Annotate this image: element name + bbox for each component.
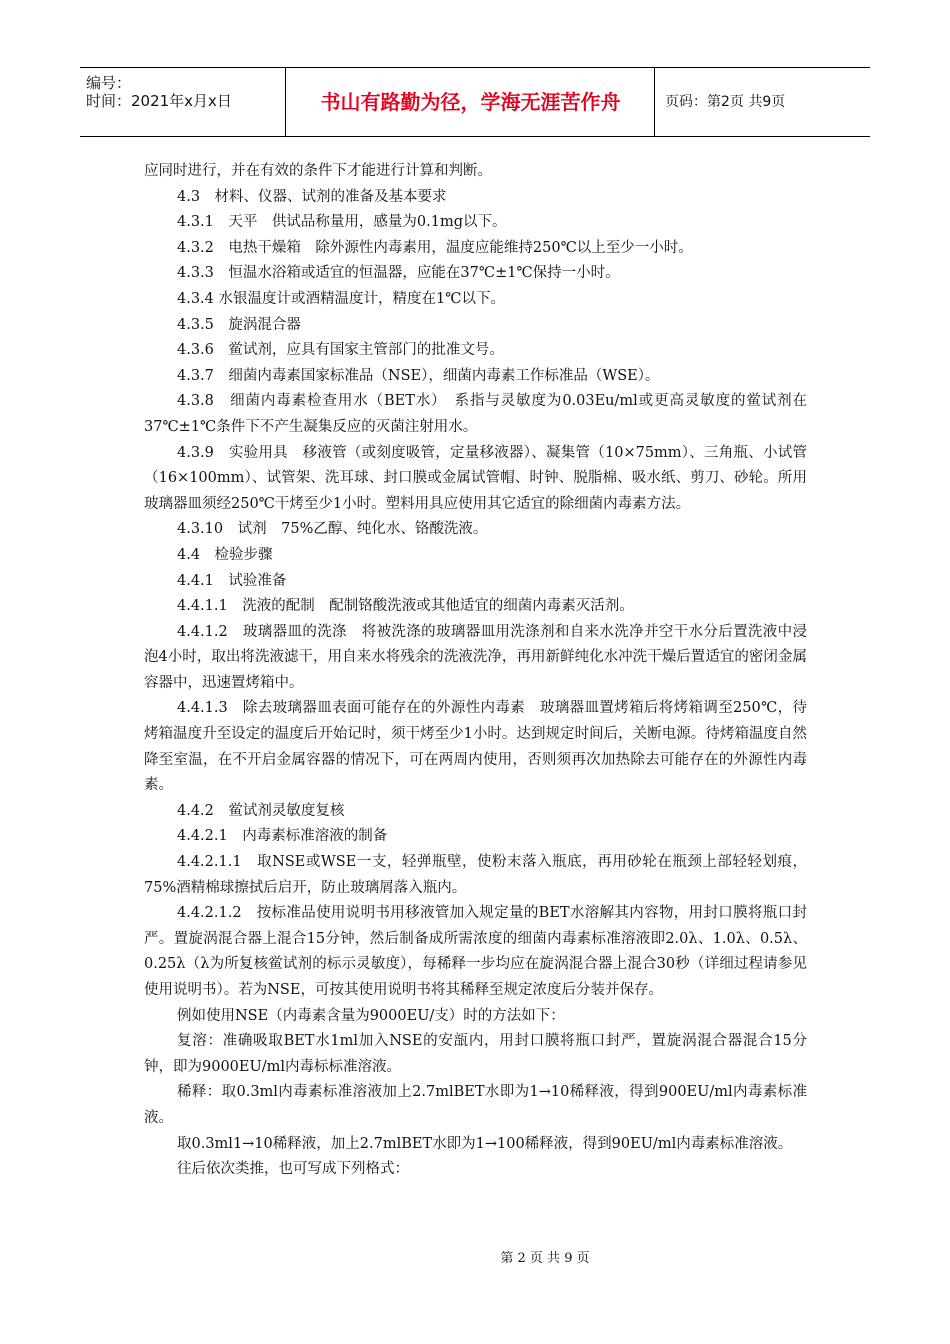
paragraph: 4.4.1 试验准备 — [177, 572, 287, 589]
paragraph: 4.3.1 天平 供试品称量用，感量为0.1mg以下。 — [177, 214, 507, 231]
paragraph: 4.4.1.3 除去玻璃器皿表面可能存在的外源性内毒素 玻璃器皿置烤箱后将烤箱调至250℃，待烤箱温度升至设定的温度后开始记时，须干烤至少1小时。达到规定时间后，关断电源。待烤箱温度自然降至室温，在不开启金属容器的情况下，可在两周内使用，否则须再次加热除去可能存在的外源性内毒素。 — [144, 700, 807, 794]
header-meta — [80, 68, 285, 136]
paragraph: 取0.3ml1→10稀释液，加上2.7mlBET水即为1→100稀释液，得到90EU/ml内毒素标准溶液。 — [177, 1135, 793, 1152]
header-divider — [285, 68, 286, 136]
paragraph: 稀释：取0.3ml内毒素标准溶液加上2.7mlBET水即为1→10稀释液，得到900EU/ml内毒素标准液。 — [144, 1084, 807, 1126]
paragraph: 4.4.1.1 洗液的配制 配制铬酸洗液或其他适宜的细菌内毒素灭活剂。 — [177, 598, 634, 615]
paragraph: 4.4.2.1.2 按标准品使用说明书用移液管加入规定量的BET水溶解其内容物，用封口膜将瓶口封严。置旋涡混合器上混合15分钟，然后制备成所需浓度的细菌内毒素标准溶液即2.0λ、1.0λ、0.5λ、0.25λ（λ为所复核鲎试剂的标示灵敏度），每稀释一步均应在旋涡混合器上混合30秒（详细过程请参见使用说明书）。若为NSE，可按其使用说明书将其稀释至规定浓度后分装并保存。 — [144, 905, 807, 998]
paragraph: 4.3.2 电热干燥箱 除外源性内毒素用，温度应能维持250℃以上至少一小时。 — [177, 239, 693, 256]
paragraph: 往后依次类推，也可写成下列格式： — [177, 1161, 409, 1178]
paragraph: 4.3.4 水银温度计或酒精温度计，精度在1℃以下。 — [177, 290, 505, 307]
page-footer — [0, 1247, 950, 1266]
header-motto: 书山有路勤为径，学海无涯苦作舟 — [320, 90, 621, 114]
document-header — [80, 67, 870, 137]
header-page-info: 页码：第2页 共9页 — [665, 94, 786, 110]
paragraph: 4.3 材料、仪器、试剂的准备及基本要求 — [177, 188, 447, 205]
paragraph: 4.3.8 细菌内毒素检查用水（BET水） 系指与灵敏度为0.03Eu/ml或更高灵敏度的鲎试剂在37℃±1℃条件下不产生凝集反应的灭菌注射用水。 — [144, 393, 807, 435]
paragraph: 4.3.9 实验用具 移液管（或刻度吸管，定量移液器）、凝集管（10×75mm）、三角瓶、小试管（16×100mm）、试管架、洗耳球、封口膜或金属试管帽、时钟、脱脂棉、吸水纸、剪刀、砂轮。所用玻璃器皿须经250℃干烤至少1小时。塑料用具应使用其它适宜的除细菌内毒素方法。 — [144, 444, 807, 512]
number-label: 编号： — [86, 74, 132, 92]
paragraph: 应同时进行，并在有效的条件下才能进行计算和判断。 — [144, 163, 492, 179]
time-label: 时间：2021年x月x日 — [86, 92, 232, 110]
paragraph: 4.4.1.2 玻璃器皿的洗涤 将被洗涤的玻璃器皿用洗涤剂和自来水洗净并空干水分后置洗液中浸泡4小时，取出将洗液滤干，用自来水将残余的洗液洗净，再用新鲜纯化水冲洗干燥后置适宜的密闭金属容器中，迅速置烤箱中。 — [144, 623, 807, 691]
paragraph: 4.4.2.1.1 取NSE或WSE一支，轻弹瓶壁，使粉末落入瓶底，再用砂轮在瓶颈上部轻轻划痕，75%酒精棉球擦拭后启开，防止玻璃屑落入瓶内。 — [144, 854, 807, 896]
paragraph: 4.4 检验步骤 — [177, 546, 273, 563]
footer-page-number: 第 2 页 共 9 页 — [500, 1251, 590, 1266]
paragraph: 4.3.5 旋涡混合器 — [177, 316, 301, 333]
paragraph: 4.3.6 鲎试剂，应具有国家主管部门的批准文号。 — [177, 342, 504, 359]
document-body — [144, 159, 807, 1183]
paragraph: 4.3.7 细菌内毒素国家标准品（NSE），细菌内毒素工作标准品（WSE）。 — [177, 367, 660, 384]
paragraph: 复溶：准确吸取BET水1ml加入NSE的安瓿内，用封口膜将瓶口封严，置旋涡混合器混合15分钟，即为9000EU/ml内毒标标准溶液。 — [144, 1033, 807, 1075]
paragraph: 4.3.3 恒温水浴箱或适宜的恒温器，应能在37℃±1℃保持一小时。 — [177, 265, 620, 282]
paragraph: 例如使用NSE（内毒素含量为9000EU/支）时的方法如下： — [177, 1007, 565, 1024]
header-divider — [654, 68, 655, 136]
paragraph: 4.4.2.1 内毒素标准溶液的制备 — [177, 828, 388, 845]
paragraph: 4.4.2 鲎试剂灵敏度复核 — [177, 802, 345, 819]
paragraph: 4.3.10 试剂 75%乙醇、纯化水、铬酸洗液。 — [177, 521, 488, 538]
